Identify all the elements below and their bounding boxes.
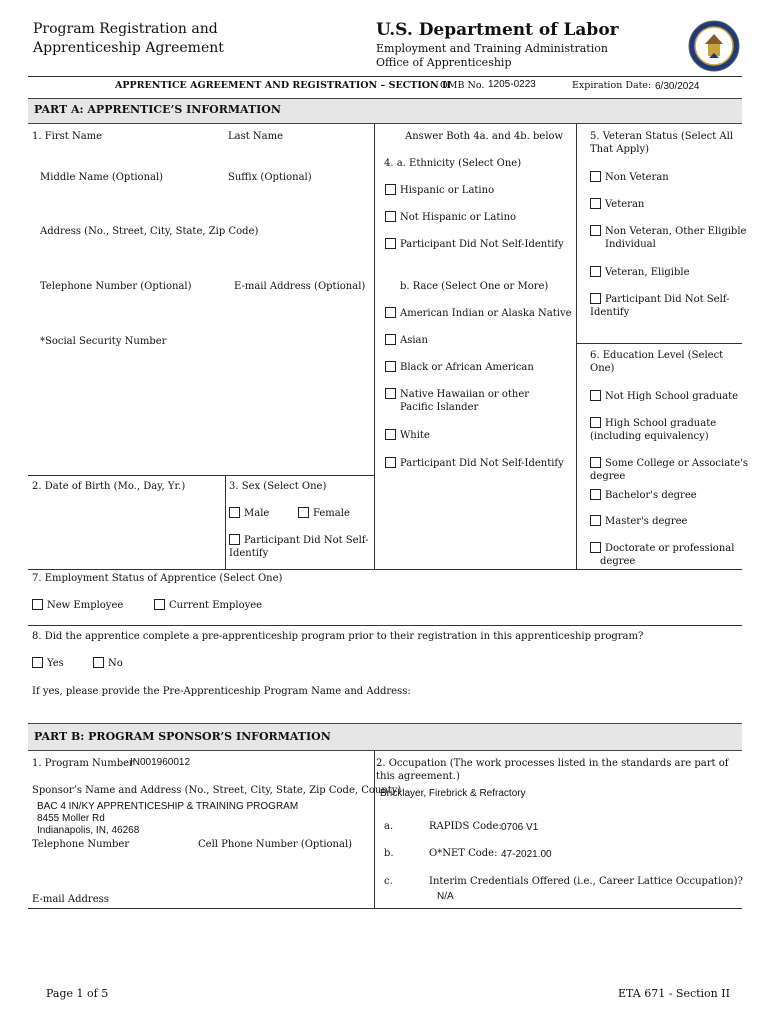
vet-non-checkbox[interactable]	[590, 171, 601, 182]
last-name-field[interactable]	[228, 143, 368, 157]
veteran-label: 5. Veteran Status (Select All That Apply)	[590, 131, 734, 155]
race-nsi-checkbox[interactable]	[385, 457, 396, 468]
edu-doctorate-checkbox[interactable]	[590, 542, 601, 553]
race-asian-checkbox[interactable]	[385, 334, 396, 345]
rapids-label: RAPIDS Code:	[429, 821, 502, 832]
answer-both-note: Answer Both 4a. and 4b. below	[405, 131, 564, 142]
eth-nsi-checkbox[interactable]	[385, 238, 396, 249]
dept-name: U.S. Department of Labor	[376, 20, 619, 40]
interim-label: Interim Credentials Offered (i.e., Career Lattice Occupation)?	[429, 876, 743, 887]
sex-nsi-option[interactable]: Participant Did Not Self- Identify	[229, 535, 369, 559]
edu-bachelor-option[interactable]: Bachelor's degree	[590, 489, 697, 502]
sponsor-address-value[interactable]	[37, 801, 298, 837]
omb-value: 1205-0223	[488, 79, 536, 90]
first-name-field[interactable]	[32, 143, 212, 157]
form-title-line2: Apprenticeship Agreement	[33, 40, 224, 56]
admin-line1: Employment and Training Administration	[376, 42, 608, 55]
email-field[interactable]	[234, 293, 368, 307]
suffix-label: Suffix (Optional)	[228, 172, 312, 183]
program-number-value[interactable]: IN001960012	[130, 757, 191, 768]
eth-nsi-option[interactable]: Participant Did Not Self-Identify	[385, 238, 564, 251]
emp-current-checkbox[interactable]	[154, 599, 165, 610]
exp-value: 6/30/2024	[655, 81, 700, 92]
race-white-option[interactable]: White	[385, 429, 430, 442]
race-nhpi-option[interactable]: Native Hawaiian or other Pacific Islander	[385, 388, 529, 414]
eth-hispanic-option[interactable]: Hispanic or Latino	[385, 184, 494, 197]
email-label: E-mail Address (Optional)	[234, 281, 366, 292]
dol-seal-logo	[688, 20, 740, 72]
vet-non-option[interactable]: Non Veteran	[590, 171, 669, 184]
sponsor-email-label: E-mail Address	[32, 894, 109, 905]
emp-new-option[interactable]: New Employee	[32, 599, 123, 612]
race-black-checkbox[interactable]	[385, 361, 396, 372]
edu-bachelor-checkbox[interactable]	[590, 489, 601, 500]
middle-name-field[interactable]	[40, 184, 215, 198]
ssn-label: *Social Security Number	[40, 336, 167, 347]
onet-value[interactable]: 47-2021.00	[501, 849, 552, 860]
race-white-checkbox[interactable]	[385, 429, 396, 440]
onet-label: O*NET Code:	[429, 848, 498, 859]
sex-nsi-checkbox[interactable]	[229, 534, 240, 545]
occupation-value[interactable]: Bricklayer, Firebrick & Refractory	[380, 788, 526, 799]
eth-hispanic-checkbox[interactable]	[385, 184, 396, 195]
suffix-field[interactable]	[228, 184, 368, 198]
preapp-yes-checkbox[interactable]	[32, 657, 43, 668]
vet-vet-option[interactable]: Veteran	[590, 198, 644, 211]
exp-label: Expiration Date:	[572, 80, 652, 91]
vet-nsi-checkbox[interactable]	[590, 293, 601, 304]
preapp-no-option[interactable]: No	[93, 657, 123, 670]
dob-field[interactable]	[32, 495, 217, 509]
eth-not-hispanic-option[interactable]: Not Hispanic or Latino	[385, 211, 516, 224]
ssn-field[interactable]	[40, 348, 240, 362]
edu-some-college-checkbox[interactable]	[590, 457, 601, 468]
preapp-question: 8. Did the apprentice complete a pre-apprenticeship program prior to their registration in this apprenticeship program?	[32, 631, 644, 642]
occupation-label: 2. Occupation (The work processes listed in the standards are part of this agreement.)	[376, 758, 729, 782]
form-title	[33, 20, 224, 58]
first-name-label: 1. First Name	[32, 131, 103, 142]
vet-vet-checkbox[interactable]	[590, 198, 601, 209]
admin-line2: Office of Apprenticeship	[376, 56, 512, 69]
sponsor-line2: 8455 Moller Rd	[37, 813, 105, 824]
address-label: Address (No., Street, City, State, Zip Code)	[40, 226, 259, 237]
sponsor-telephone-label: Telephone Number	[32, 839, 130, 850]
eth-not-hispanic-checkbox[interactable]	[385, 211, 396, 222]
race-nhpi-checkbox[interactable]	[385, 388, 396, 399]
interim-value[interactable]: N/A	[437, 891, 454, 902]
address-field[interactable]	[40, 238, 368, 268]
omb-label: OMB No.	[440, 80, 485, 91]
edu-master-option[interactable]: Master's degree	[590, 515, 687, 528]
section-title: APPRENTICE AGREEMENT AND REGISTRATION – SECTION II	[115, 80, 451, 91]
telephone-label: Telephone Number (Optional)	[40, 281, 192, 292]
race-nsi-option[interactable]: Participant Did Not Self-Identify	[385, 457, 564, 470]
emp-new-checkbox[interactable]	[32, 599, 43, 610]
vet-other-option[interactable]: Non Veteran, Other Eligible Individual	[590, 225, 746, 251]
telephone-field[interactable]	[40, 293, 220, 307]
sponsor-line1: BAC 4 IN/KY APPRENTICESHIP & TRAINING PROGRAM	[37, 801, 299, 812]
race-asian-option[interactable]: Asian	[385, 334, 428, 347]
last-name-label: Last Name	[228, 131, 284, 142]
sex-male-checkbox[interactable]	[229, 507, 240, 518]
edu-hs-option[interactable]: High School graduate (including equivalency)	[590, 418, 717, 442]
form-id: ETA 671 - Section II	[618, 987, 730, 1000]
edu-hs-checkbox[interactable]	[590, 417, 601, 428]
program-number-label: 1. Program Number	[32, 758, 134, 769]
preapp-if-yes: If yes, please provide the Pre-Apprenticeship Program Name and Address:	[32, 686, 411, 697]
sex-label: 3. Sex (Select One)	[229, 481, 327, 492]
race-black-option[interactable]: Black or African American	[385, 361, 534, 374]
education-label: 6. Education Level (Select One)	[590, 350, 724, 374]
race-aian-option[interactable]: American Indian or Alaska Native	[385, 307, 572, 320]
vet-eligible-checkbox[interactable]	[590, 266, 601, 277]
preapp-no-checkbox[interactable]	[93, 657, 104, 668]
edu-some-college-option[interactable]: Some College or Associate's degree	[590, 458, 748, 482]
part-b-heading: PART B: PROGRAM SPONSOR’S INFORMATION	[28, 723, 742, 751]
sponsor-label: Sponsor’s Name and Address (No., Street, City, State, Zip Code, County)	[32, 785, 402, 796]
preapp-name-field[interactable]	[32, 700, 732, 720]
rapids-letter: a.	[384, 821, 394, 832]
edu-nhs-option[interactable]: Not High School graduate	[590, 390, 738, 403]
sex-male-option[interactable]: Male	[229, 507, 269, 520]
page-number: Page 1 of 5	[46, 987, 109, 1000]
onet-letter: b.	[384, 848, 394, 859]
edu-master-checkbox[interactable]	[590, 515, 601, 526]
emp-current-option[interactable]: Current Employee	[154, 599, 262, 612]
dob-label: 2. Date of Birth (Mo., Day, Yr.)	[32, 481, 186, 492]
form-title-line1: Program Registration and	[33, 21, 218, 37]
vet-other-checkbox[interactable]	[590, 225, 601, 236]
sex-female-checkbox[interactable]	[298, 507, 309, 518]
middle-name-label: Middle Name (Optional)	[40, 172, 164, 183]
sponsor-line3: Indianapolis, IN, 46268	[37, 825, 140, 836]
edu-doctorate-option[interactable]: Doctorate or professional degree	[590, 542, 734, 568]
employment-label: 7. Employment Status of Apprentice (Select One)	[32, 573, 283, 584]
ethnicity-label: 4. a. Ethnicity (Select One)	[384, 158, 522, 169]
admin-block	[376, 42, 608, 70]
race-label: b. Race (Select One or More)	[400, 281, 549, 292]
vet-nsi-option[interactable]: Participant Did Not Self- Identify	[590, 294, 730, 318]
part-a-heading: PART A: APPRENTICE’S INFORMATION	[28, 98, 742, 124]
race-aian-checkbox[interactable]	[385, 307, 396, 318]
preapp-yes-option[interactable]: Yes	[32, 657, 64, 670]
vet-eligible-option[interactable]: Veteran, Eligible	[590, 266, 690, 279]
sponsor-cell-label: Cell Phone Number (Optional)	[198, 839, 353, 850]
rapids-value[interactable]: 0706 V1	[501, 822, 539, 833]
interim-letter: c.	[384, 876, 393, 887]
edu-nhs-checkbox[interactable]	[590, 390, 601, 401]
sex-female-option[interactable]: Female	[298, 507, 350, 520]
